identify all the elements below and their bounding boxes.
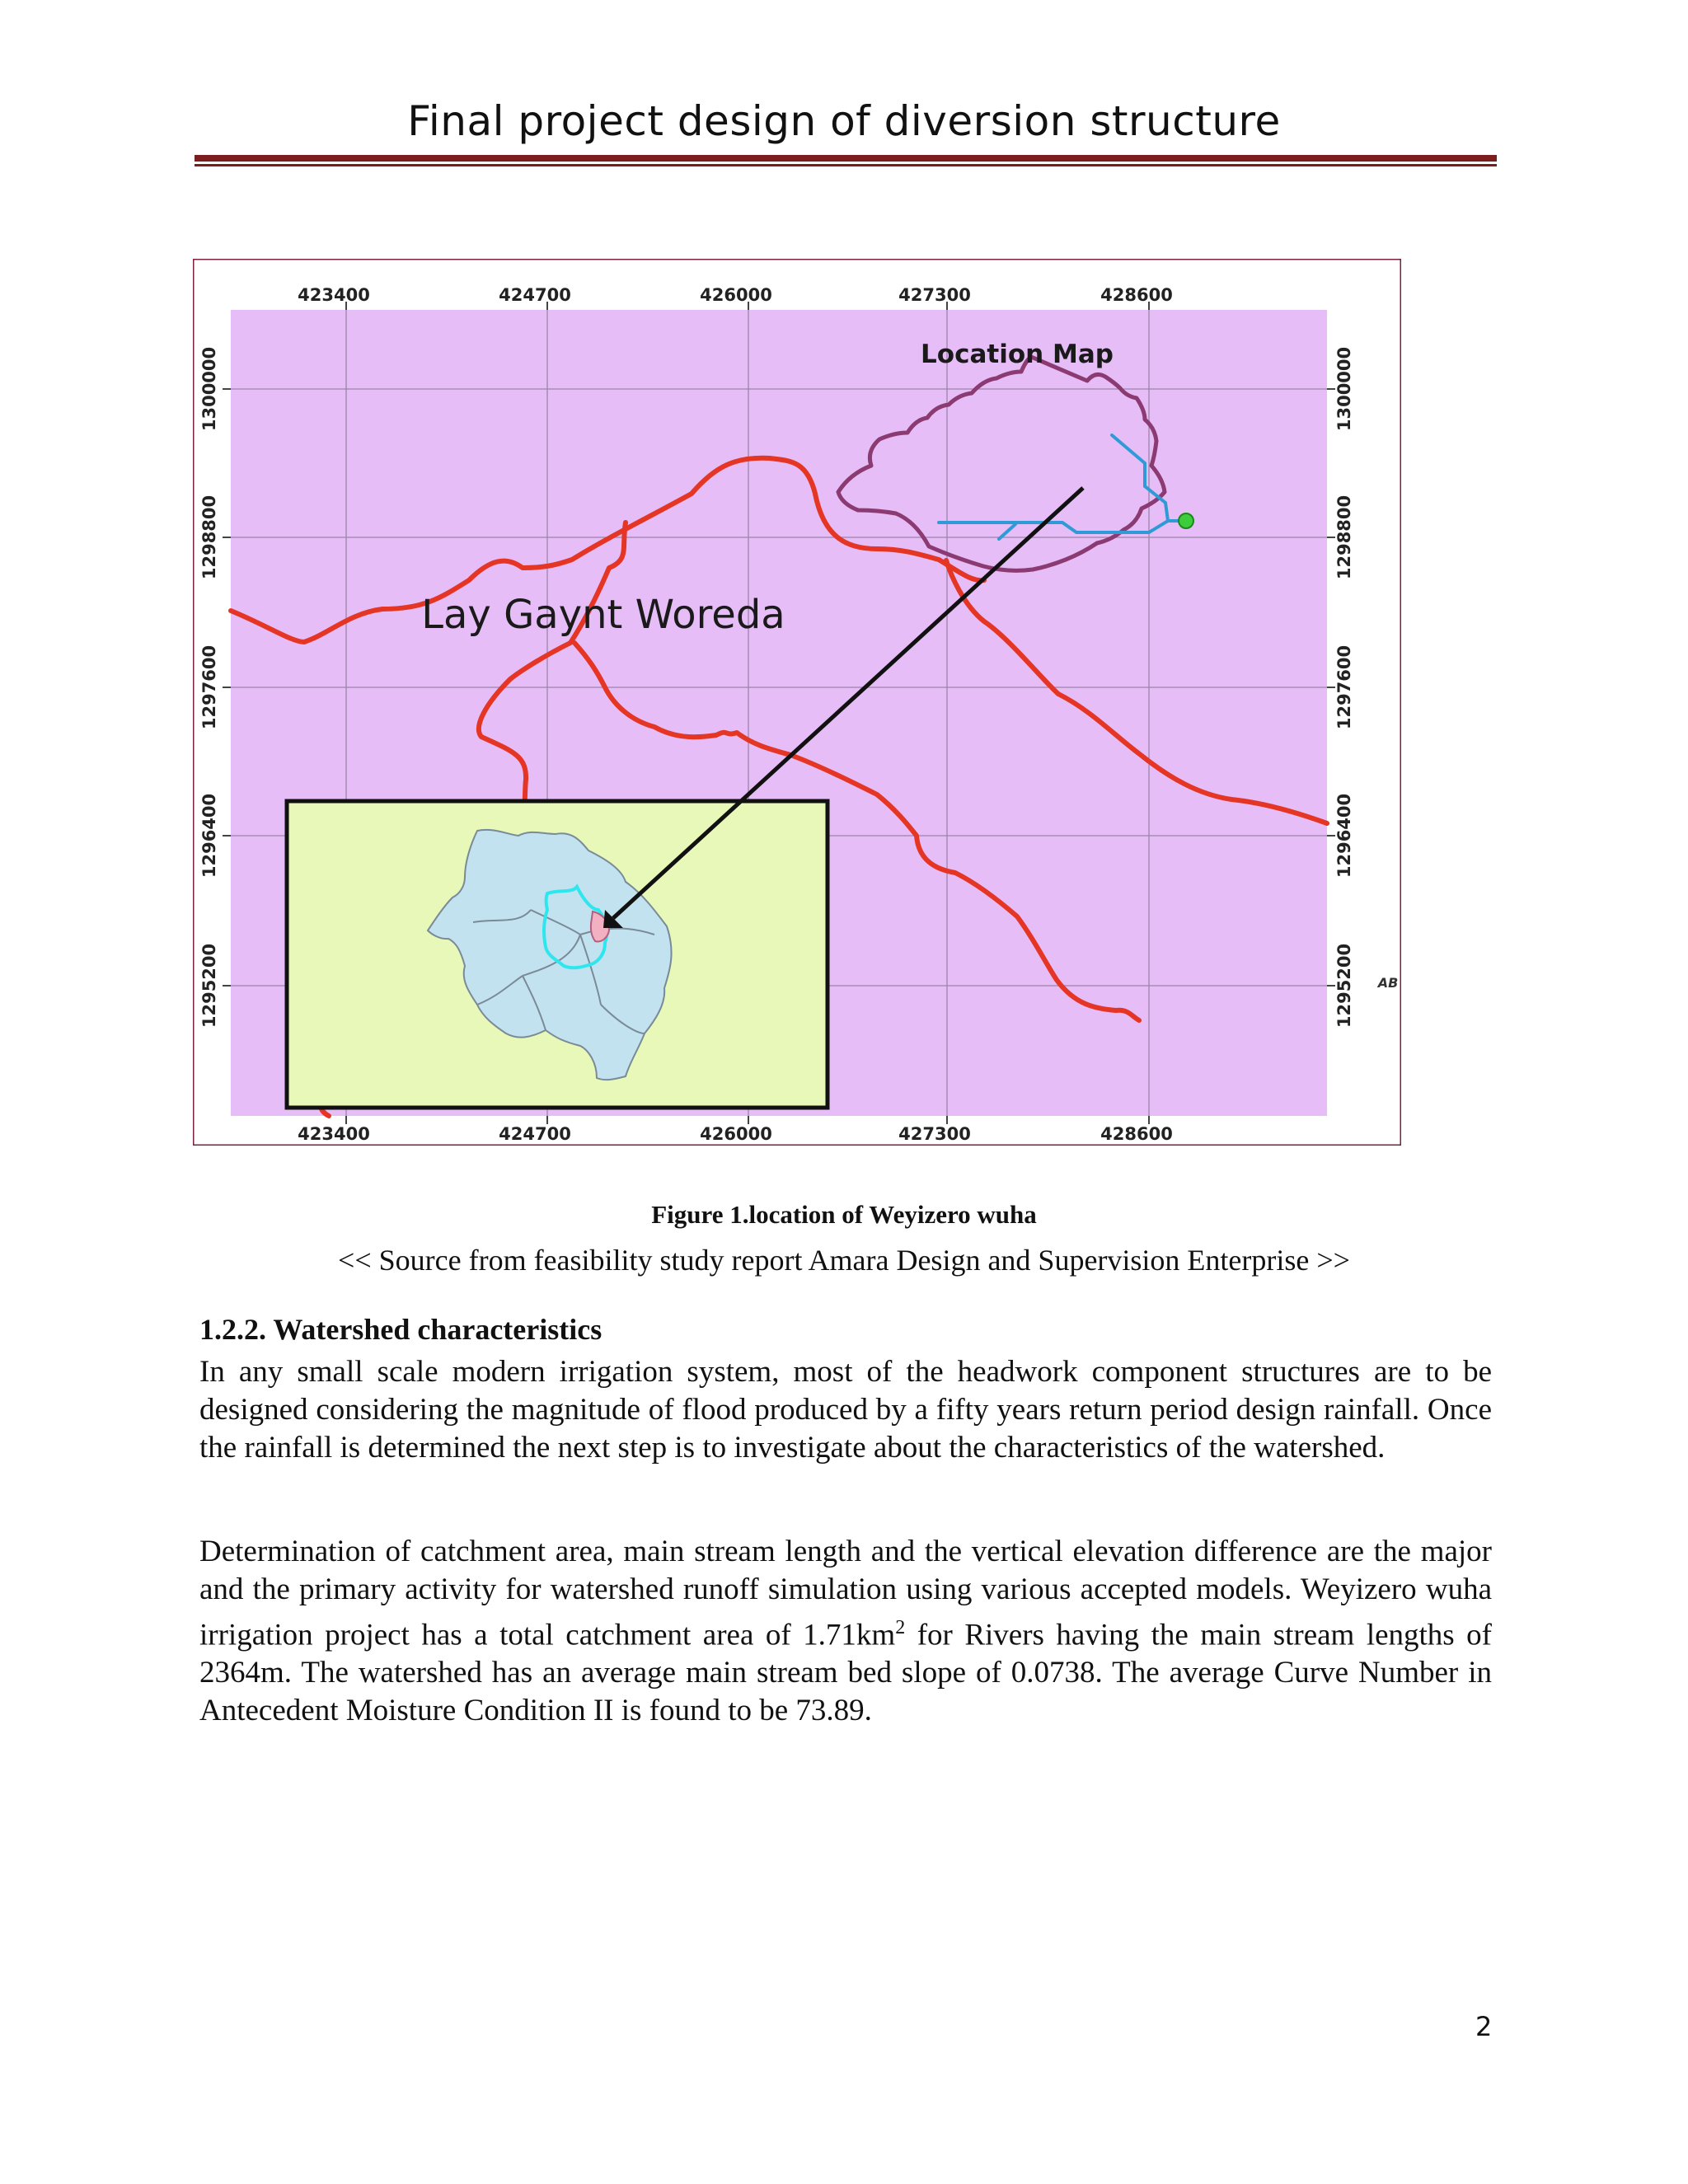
map-title: Location Map (921, 340, 1114, 369)
paragraph-text: for Rivers having the main stream lengths of 2364m. The watershed has an average main stream bed slope of 0.0738. The average Curve Number in Antecedent Moisture Condition II is found to be 73.89. (199, 1618, 1492, 1728)
y-tick-label: 1298800 (1334, 494, 1354, 580)
section-heading: 1.2.2. Watershed characteristics (199, 1313, 603, 1346)
paragraph-text: Determination of catchment area, main stream length and the vertical elevation difference are the major and the primary activity for watershed runoff simulation using various accepted models. Weyizero wuha irrigation project has a total catchment area of 1.71km (199, 1535, 1492, 1652)
figure-caption: Figure 1.location of Weyizero wuha (651, 1200, 1037, 1229)
superscript: 2 (895, 1617, 906, 1638)
y-tick-label: 1295200 (199, 943, 219, 1029)
y-tick-label: 1300000 (199, 346, 219, 432)
inset-map (287, 801, 828, 1108)
page-header-title: Final project design of diversion structure (407, 97, 1281, 145)
figure-source: << Source from feasibility study report Amara Design and Supervision Enterprise >> (338, 1244, 1350, 1277)
y-tick-label: 1300000 (1334, 346, 1354, 432)
x-tick-label: 423400 (298, 285, 370, 305)
location-map-figure (193, 259, 1401, 1146)
y-tick-label: 1296400 (1334, 793, 1354, 879)
paragraph: In any small scale modern irrigation system, most of the headwork component structures are to be designed considering the magnitude of flood produced by a fifty years return period design rainfall. Once the rainfall is determined the next step is to investigate about the characteristics of the watershed. (199, 1355, 1492, 1465)
x-tick-label: 424700 (499, 1124, 571, 1144)
page-number: 2 (1475, 2011, 1493, 2042)
y-tick-label: 1297600 (1334, 644, 1354, 730)
x-tick-label: 426000 (700, 1124, 772, 1144)
map-corner-note: AB (1377, 975, 1399, 991)
x-tick-label: 427300 (898, 1124, 971, 1144)
y-tick-label: 1295200 (1334, 943, 1354, 1029)
x-tick-label: 427300 (898, 285, 971, 305)
y-tick-label: 1296400 (199, 793, 219, 879)
woreda-label: Lay Gaynt Woreda (421, 592, 785, 638)
x-tick-label: 428600 (1100, 1124, 1173, 1144)
paragraph (199, 1533, 1492, 1730)
x-tick-label: 428600 (1100, 285, 1173, 305)
diversion-point-icon (1179, 513, 1193, 528)
y-tick-label: 1298800 (199, 494, 219, 580)
header-rule (195, 155, 1497, 162)
x-tick-label: 424700 (499, 285, 571, 305)
header-rule-thin (195, 164, 1497, 166)
y-tick-label: 1297600 (199, 644, 219, 730)
x-tick-label: 423400 (298, 1124, 370, 1144)
x-tick-label: 426000 (700, 285, 772, 305)
